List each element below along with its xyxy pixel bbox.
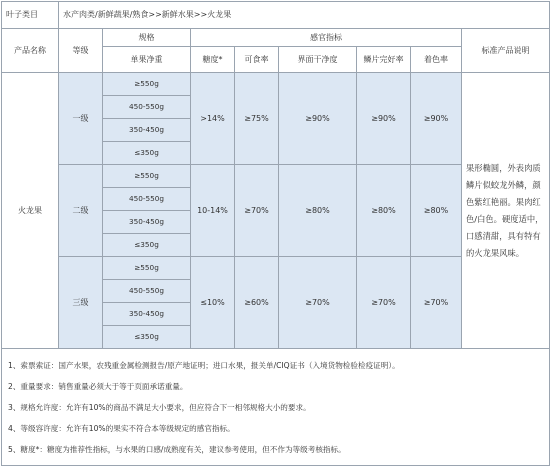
- note-1: 1、索票索证：国产水果，农残重金属检测报告/原产地证明；进口水果，报关单/CIQ证书（入境货物检验检疫证明）。: [8, 361, 400, 370]
- note-2: 2、重量要求：销售重量必须大于等于页面承诺重量。: [8, 382, 188, 391]
- grade-3-weight-4: ≤350g: [103, 326, 191, 349]
- header-scale-intact: 鳞片完好率: [357, 47, 411, 73]
- header-sensory: 感官指标: [191, 29, 462, 47]
- header-sugar: 糖度*: [191, 47, 235, 73]
- header-standard-desc: 标准产品说明: [462, 29, 550, 73]
- grade-1-weight-4: ≤350g: [103, 142, 191, 165]
- grade-2-scale: ≥80%: [357, 165, 411, 257]
- grade-1-label: 一级: [59, 73, 103, 165]
- grade-2-sugar: 10-14%: [191, 165, 235, 257]
- header-spec: 规格: [103, 29, 191, 47]
- grade-1-interface: ≥90%: [279, 73, 357, 165]
- header-coloring: 着色率: [411, 47, 462, 73]
- grade-2-color: ≥80%: [411, 165, 462, 257]
- notes-section: [2, 349, 550, 466]
- grade-2-weight-2: 450-550g: [103, 188, 191, 211]
- note-5: 5、糖度*：糖度为推荐性指标，与水果的口感/成熟度有关，建议参考使用，但不作为等级考核指标。: [8, 445, 346, 454]
- grade-2-interface: ≥80%: [279, 165, 357, 257]
- header-grade: 等级: [59, 29, 103, 73]
- header-interface-clean: 界面干净度: [279, 47, 357, 73]
- grade-3-color: ≥70%: [411, 257, 462, 349]
- grade-2-weight-4: ≤350g: [103, 234, 191, 257]
- grade-1-weight-3: 350-450g: [103, 119, 191, 142]
- grade-2-weight-3: 350-450g: [103, 211, 191, 234]
- grade-3-scale: ≥70%: [357, 257, 411, 349]
- note-3: 3、规格允许度：允许有10%的商品不满足大小要求，但应符合下一相邻规格大小的要求。: [8, 403, 311, 412]
- header-unit-weight: 单果净重: [103, 47, 191, 73]
- grade-2-label: 二级: [59, 165, 103, 257]
- grade-3-weight-3: 350-450g: [103, 303, 191, 326]
- grade-2-edible: ≥70%: [235, 165, 279, 257]
- grade-3-edible: ≥60%: [235, 257, 279, 349]
- breadcrumb: 水产肉类/新鲜蔬果/熟食>>新鲜水果>>火龙果: [59, 2, 550, 29]
- standard-description: 果形椭圆，外表肉质鳞片似蛟龙外鳞，颜色紫红艳丽。果肉红色/白色。硬度适中，口感清甜，具有特有的火龙果风味。: [462, 73, 550, 349]
- grade-1-color: ≥90%: [411, 73, 462, 165]
- leaf-category-label: 叶子类目: [2, 2, 59, 29]
- grade-3-interface: ≥70%: [279, 257, 357, 349]
- header-product-name: 产品名称: [2, 29, 59, 73]
- grade-1-scale: ≥90%: [357, 73, 411, 165]
- header-edible: 可食率: [235, 47, 279, 73]
- grade-1-weight-2: 450-550g: [103, 96, 191, 119]
- grade-3-weight-1: ≥550g: [103, 257, 191, 280]
- note-4: 4、等级容许度：允许有10%的果实不符合本等级规定的感官指标。: [8, 424, 235, 433]
- grade-3-weight-2: 450-550g: [103, 280, 191, 303]
- grade-1-weight-1: ≥550g: [103, 73, 191, 96]
- grade-1-edible: ≥75%: [235, 73, 279, 165]
- grading-table: [1, 1, 550, 466]
- grade-1-sugar: >14%: [191, 73, 235, 165]
- grade-3-sugar: ≤10%: [191, 257, 235, 349]
- product-name-cell: 火龙果: [2, 73, 59, 349]
- grade-2-weight-1: ≥550g: [103, 165, 191, 188]
- grade-3-label: 三级: [59, 257, 103, 349]
